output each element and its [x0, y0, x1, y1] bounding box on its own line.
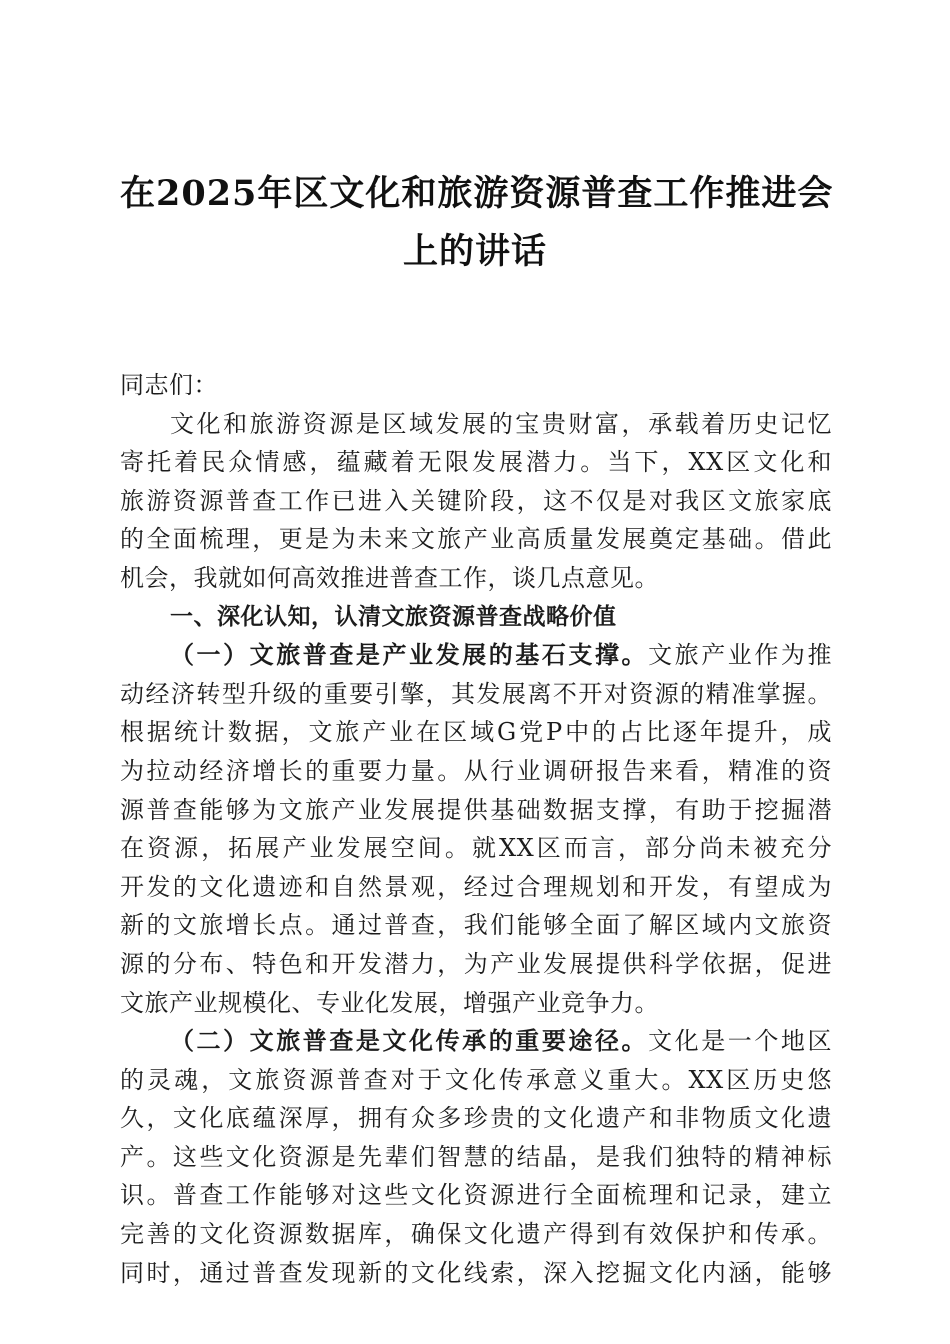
paragraph-line: 在资源，拓展产业发展空间。就XX区而言，部分尚未被充分: [120, 834, 832, 863]
subsection-1-heading: （一）文旅普查是产业发展的基石支撑。: [170, 640, 649, 670]
paragraph-line: 久，文化底蕴深厚，拥有众多珍贵的文化遗产和非物质文化遗: [120, 1104, 832, 1133]
subsection-2-first-rest: 文化是一个地区: [648, 1027, 832, 1056]
title-line-1: 在2025年区文化和旅游资源普查工作推进会: [120, 173, 834, 214]
subsection-1-first-line: [120, 636, 832, 675]
subsection-1-first-rest: 文旅产业作为推: [648, 641, 832, 670]
intro-line: 机会，我就如何高效推进普查工作，谈几点意见。: [120, 563, 659, 592]
paragraph-line: 识。普查工作能够对这些文化资源进行全面梳理和记录，建立: [120, 1181, 832, 1210]
paragraph-line: 开发的文化遗迹和自然景观，经过合理规划和开发，有望成为: [120, 872, 832, 901]
subsection-2-first-line: [120, 1022, 832, 1061]
document-title: [120, 165, 834, 281]
paragraph-line: 为拉动经济增长的重要力量。从行业调研报告来看，精准的资: [120, 756, 832, 785]
paragraph-line: 新的文旅增长点。通过普查，我们能够全面了解区域内文旅资: [120, 911, 832, 940]
paragraph-line: 文旅产业规模化、专业化发展，增强产业竞争力。: [120, 988, 659, 1017]
title-line-2: 上的讲话: [402, 231, 547, 272]
paragraph-line: 源的分布、特色和开发潜力，为产业发展提供科学依据，促进: [120, 949, 832, 978]
intro-line: 寄托着民众情感，蕴藏着无限发展潜力。当下，XX区文化和: [120, 448, 832, 477]
paragraph-line: 根据统计数据，文旅产业在区域G党P中的占比逐年提升，成: [120, 718, 832, 747]
paragraph-line: 的灵魂，文旅资源普查对于文化传承意义重大。XX区历史悠: [120, 1065, 832, 1094]
paragraph-line: 源普查能够为文旅产业发展提供基础数据支撑，有助于挖掘潜: [120, 795, 832, 824]
intro-line: 的全面梳理，更是为未来文旅产业高质量发展奠定基础。借此: [120, 525, 832, 554]
document-body: [120, 366, 832, 1292]
paragraph-line: 同时，通过普查发现新的文化线索，深入挖掘文化内涵，能够: [120, 1258, 832, 1287]
section-heading-1: 一、深化认知，认清文旅资源普查战略价值: [170, 603, 617, 630]
intro-line: 文化和旅游资源是区域发展的宝贵财富，承载着历史记忆: [170, 409, 832, 438]
paragraph-line: 动经济转型升级的重要引擎，其发展离不开对资源的精准掌握。: [120, 679, 832, 708]
intro-line: 旅游资源普查工作已进入关键阶段，这不仅是对我区文旅家底: [120, 486, 832, 515]
subsection-2-heading: （二）文旅普查是文化传承的重要途径。: [170, 1026, 649, 1056]
paragraph-line: 产。这些文化资源是先辈们智慧的结晶，是我们独特的精神标: [120, 1142, 832, 1171]
greeting: 同志们：: [120, 371, 218, 399]
paragraph-line: 完善的文化资源数据库，确保文化遗产得到有效保护和传承。: [120, 1220, 832, 1249]
